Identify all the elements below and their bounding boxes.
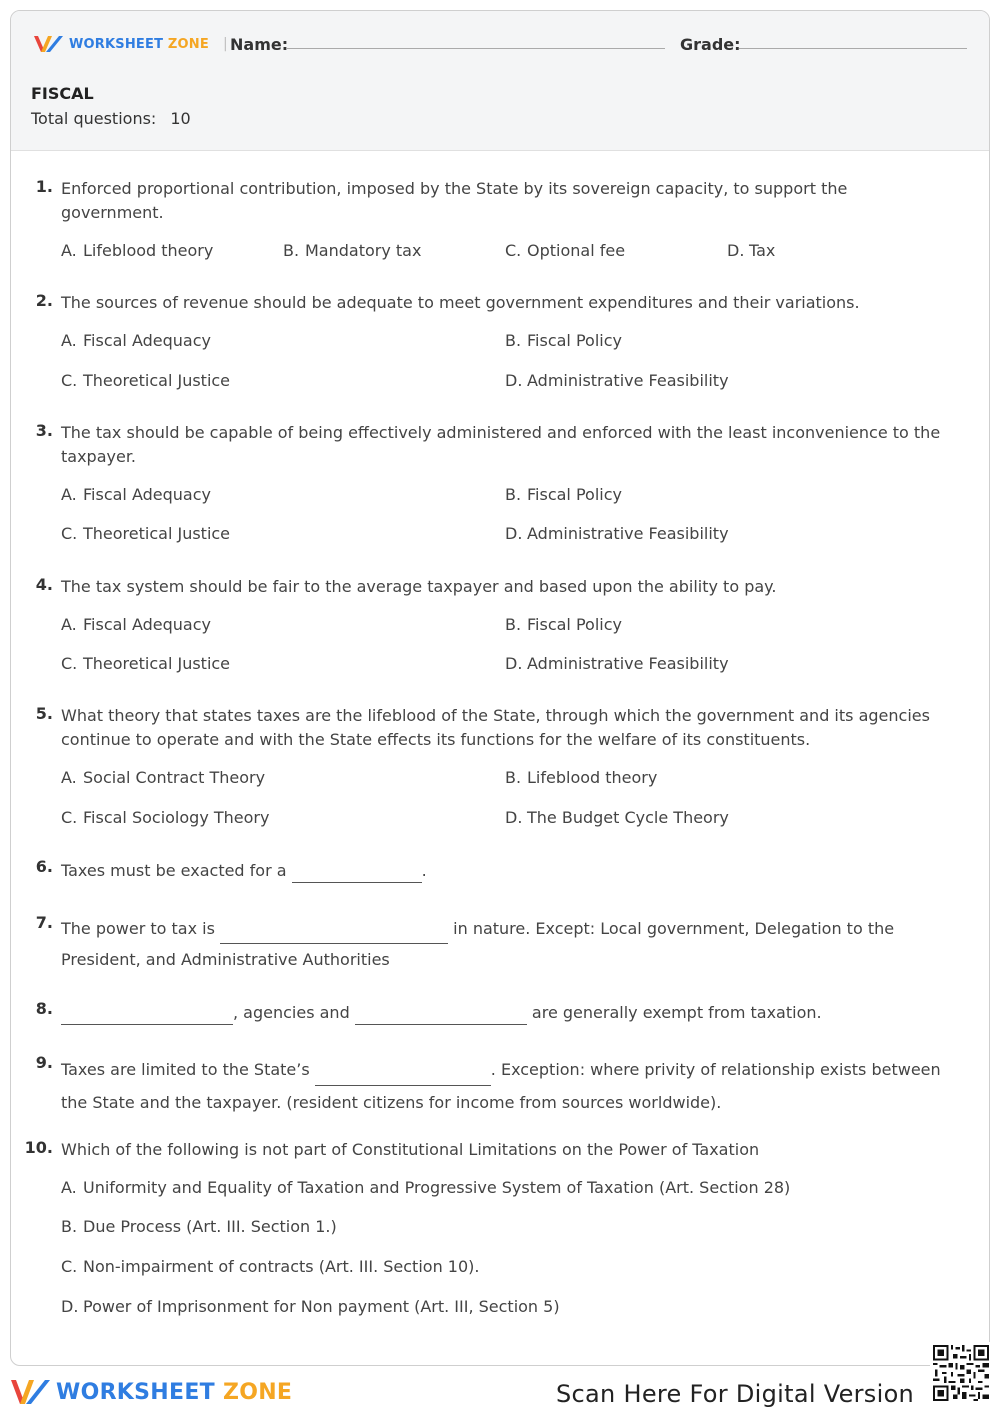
header-brand xyxy=(33,33,242,55)
option-d[interactable]: D. Administrative Feasibility xyxy=(505,654,729,673)
brand-worksheet-text: WORKSHEET xyxy=(69,36,164,52)
qr-code-icon[interactable] xyxy=(930,1342,992,1404)
answer-blank[interactable] xyxy=(315,1060,491,1086)
scan-instruction: Scan Here For Digital Version xyxy=(556,1380,915,1408)
option-a[interactable]: A. Fiscal Adequacy xyxy=(61,485,211,504)
question-number: 4. xyxy=(35,575,53,594)
option-c[interactable]: C. Theoretical Justice xyxy=(61,371,231,390)
total-questions-label: Total questions: xyxy=(31,109,157,128)
option-c[interactable]: C. Non-impairment of contracts (Art. III. Section 10). xyxy=(61,1257,480,1276)
worksheet-header xyxy=(11,11,989,151)
question-number: 8. xyxy=(35,999,53,1018)
option-d[interactable]: D. Power of Imprisonment for Non payment (Art. III, Section 5) xyxy=(61,1297,560,1316)
question-text: Which of the following is not part of Constitutional Limitations on the Power of Taxation xyxy=(61,1140,760,1159)
total-questions xyxy=(31,109,191,128)
worksheet-sheet xyxy=(10,10,990,1366)
question-text: What theory that states taxes are the lifeblood of the State, through which the government and its agencies continue to operate and with the State effects its functions for the welfare of its constituents. xyxy=(61,706,930,749)
question-text: Enforced proportional contribution, imposed by the State by its sovereign capacity, to support the government. xyxy=(61,179,848,222)
option-d[interactable]: D. Administrative Feasibility xyxy=(505,371,729,390)
option-b[interactable]: B. Mandatory tax xyxy=(283,241,422,260)
brand-separator: | xyxy=(222,36,228,52)
name-field-line[interactable] xyxy=(287,48,665,49)
question-text: The sources of revenue should be adequate to meet government expenditures and their variations. xyxy=(61,293,860,312)
footer-brand-name xyxy=(56,1380,292,1405)
option-d[interactable]: D. Tax xyxy=(727,241,776,260)
question-text: Taxes are limited to the State’s . Exception: where privity of relationship exists between the State and the taxpayer. (resident citizens for income from sources worldwide). xyxy=(61,1060,941,1112)
worksheetzone-logo-icon xyxy=(10,1376,52,1408)
footer-brand-worksheet-text: WORKSHEET xyxy=(56,1379,215,1405)
option-d[interactable]: D. The Budget Cycle Theory xyxy=(505,808,729,827)
option-c[interactable]: C. Theoretical Justice xyxy=(61,524,231,543)
option-b[interactable]: B. Fiscal Policy xyxy=(505,331,622,350)
option-a[interactable]: A. Lifeblood theory xyxy=(61,241,214,260)
brand-zone-text: ZONE xyxy=(167,36,209,52)
name-label: Name: xyxy=(230,35,289,54)
worksheetzone-logo-icon xyxy=(33,33,65,55)
question-number: 7. xyxy=(35,913,53,932)
question-number: 3. xyxy=(35,421,53,440)
option-b[interactable]: B. Fiscal Policy xyxy=(505,485,622,504)
question-number: 2. xyxy=(35,291,53,310)
answer-blank-2[interactable] xyxy=(355,999,527,1025)
question-number: 5. xyxy=(35,704,53,723)
option-d[interactable]: D. Administrative Feasibility xyxy=(505,524,729,543)
footer-brand xyxy=(10,1376,292,1408)
question-number: 9. xyxy=(35,1053,53,1072)
question-text: The tax system should be fair to the average taxpayer and based upon the ability to pay. xyxy=(61,577,777,596)
answer-blank[interactable] xyxy=(220,918,448,944)
worksheet-title: FISCAL xyxy=(31,84,94,103)
question-text: Taxes must be exacted for a . xyxy=(61,857,941,883)
question-number: 10. xyxy=(24,1138,53,1157)
option-b[interactable]: B. Fiscal Policy xyxy=(505,615,622,634)
question-text: , agencies and are generally exempt from taxation. xyxy=(61,999,941,1025)
page-footer xyxy=(0,1366,1000,1414)
answer-blank[interactable] xyxy=(292,857,422,883)
option-a[interactable]: A. Fiscal Adequacy xyxy=(61,331,211,350)
option-b[interactable]: B. Due Process (Art. III. Section 1.) xyxy=(61,1217,337,1236)
total-questions-count: 10 xyxy=(170,109,191,128)
question-number: 1. xyxy=(35,177,53,196)
grade-label: Grade: xyxy=(680,35,741,54)
question-text: The power to tax is in nature. Except: Local government, Delegation to the President, and Administrative Authorities xyxy=(61,919,895,969)
brand-name xyxy=(69,37,209,52)
option-c[interactable]: C. Optional fee xyxy=(505,241,626,260)
question-text: The tax should be capable of being effectively administered and enforced with the least inconvenience to the taxpayer. xyxy=(61,423,941,466)
option-b[interactable]: B. Lifeblood theory xyxy=(505,768,658,787)
question-number: 6. xyxy=(35,857,53,876)
option-a[interactable]: A. Uniformity and Equality of Taxation and Progressive System of Taxation (Art. Section 28) xyxy=(61,1178,791,1197)
option-a[interactable]: A. Fiscal Adequacy xyxy=(61,615,211,634)
grade-field-line[interactable] xyxy=(739,48,967,49)
option-a[interactable]: A. Social Contract Theory xyxy=(61,768,266,787)
option-c[interactable]: C. Fiscal Sociology Theory xyxy=(61,808,270,827)
answer-blank-1[interactable] xyxy=(61,999,233,1025)
option-c[interactable]: C. Theoretical Justice xyxy=(61,654,231,673)
footer-brand-zone-text: ZONE xyxy=(222,1379,293,1405)
